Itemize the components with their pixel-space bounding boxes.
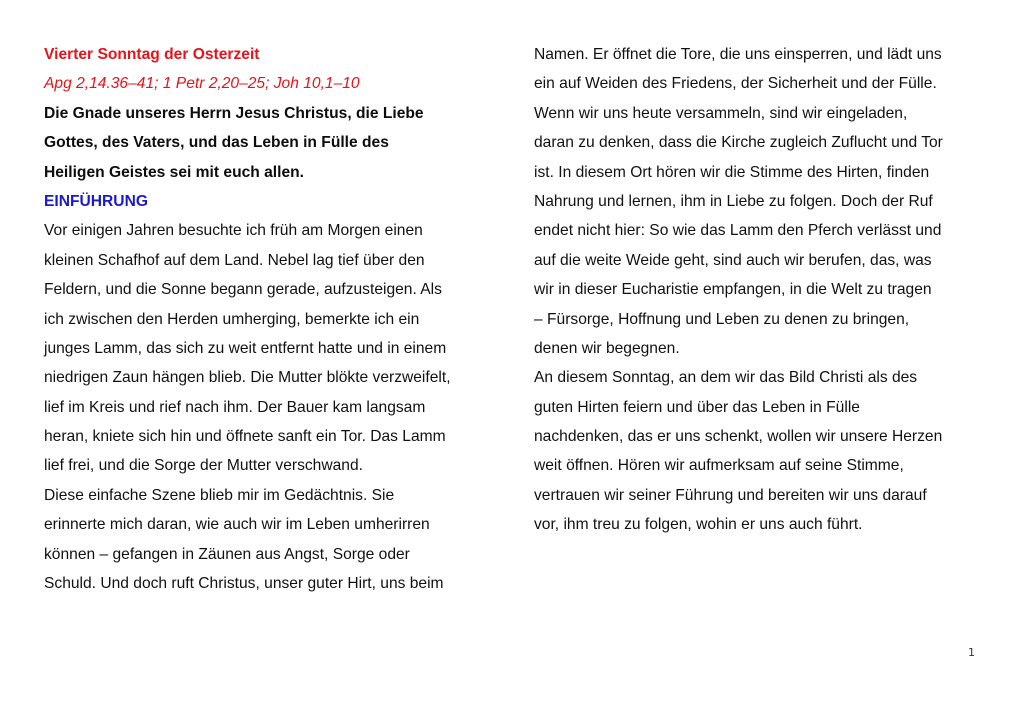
body-line: guten Hirten feiern und über das Leben in Fülle: [534, 398, 860, 416]
body-line: lief frei, und die Sorge der Mutter verschwand.: [44, 457, 363, 475]
body-line: Schuld. Und doch ruft Christus, unser guter Hirt, uns beim: [44, 575, 444, 593]
body-line: daran zu denken, dass die Kirche zugleich Zuflucht und Tor: [534, 134, 943, 152]
body-line: kleinen Schafhof auf dem Land. Nebel lag tief über den: [44, 251, 425, 269]
body-line: vor, ihm treu zu folgen, wohin er uns auch führt.: [534, 516, 863, 534]
body-line: Feldern, und die Sonne begann gerade, aufzusteigen. Als: [44, 281, 442, 299]
body-line: heran, kniete sich hin und öffnete sanft ein Tor. Das Lamm: [44, 428, 446, 446]
body-line: endet nicht hier: So wie das Lamm den Pferch verlässt und: [534, 222, 942, 240]
body-line: ich zwischen den Herden umherging, bemerkte ich ein: [44, 310, 420, 328]
scripture-references: Apg 2,14.36–41; 1 Petr 2,20–25; Joh 10,1–10: [44, 75, 360, 93]
body-line: erinnerte mich daran, wie auch wir im Leben umherirren: [44, 516, 430, 534]
page-number: 1: [968, 646, 975, 659]
body-line: können – gefangen in Zäunen aus Angst, Sorge oder: [44, 545, 410, 563]
body-line: wir in dieser Eucharistie empfangen, in die Welt zu tragen: [534, 281, 932, 299]
body-line: weit öffnen. Hören wir aufmerksam auf seine Stimme,: [534, 457, 904, 475]
right-column: [534, 40, 994, 540]
body-line: An diesem Sonntag, an dem wir das Bild Christi als des: [534, 369, 918, 387]
greeting-line: Heiligen Geistes sei mit euch allen.: [44, 163, 304, 181]
greeting-line: Die Gnade unseres Herrn Jesus Christus, die Liebe: [44, 104, 424, 122]
body-line: nachdenken, das er uns schenkt, wollen wir unsere Herzen: [534, 428, 943, 446]
section-heading-introduction: EINFÜHRUNG: [44, 192, 148, 210]
body-line: Diese einfache Szene blieb mir im Gedächtnis. Sie: [44, 486, 395, 504]
body-line: junges Lamm, das sich zu weit entfernt hatte und in einem: [44, 339, 447, 357]
body-line: denen wir begegnen.: [534, 339, 680, 357]
body-line: Wenn wir uns heute versammeln, sind wir eingeladen,: [534, 104, 908, 122]
left-column: [44, 40, 504, 598]
body-line: ein auf Weiden des Friedens, der Sicherheit und der Fülle.: [534, 75, 937, 93]
body-line: Namen. Er öffnet die Tore, die uns einsperren, und lädt uns: [534, 46, 942, 63]
body-line: vertrauen wir seiner Führung und bereiten wir uns darauf: [534, 486, 927, 504]
body-line: ist. In diesem Ort hören wir die Stimme des Hirten, finden: [534, 163, 930, 181]
body-line: lief im Kreis und rief nach ihm. Der Bauer kam langsam: [44, 398, 426, 416]
body-line: niedrigen Zaun hängen blieb. Die Mutter blökte verzweifelt,: [44, 369, 451, 387]
body-line: Nahrung und lernen, ihm in Liebe zu folgen. Doch der Ruf: [534, 192, 933, 210]
body-line: Vor einigen Jahren besuchte ich früh am Morgen einen: [44, 222, 423, 240]
document-title: Vierter Sonntag der Osterzeit: [44, 46, 260, 63]
greeting-line: Gottes, des Vaters, und das Leben in Fülle des: [44, 134, 389, 152]
body-line: – Fürsorge, Hoffnung und Leben zu denen zu bringen,: [534, 310, 910, 328]
body-line: auf die weite Weide geht, sind auch wir berufen, das, was: [534, 251, 932, 269]
